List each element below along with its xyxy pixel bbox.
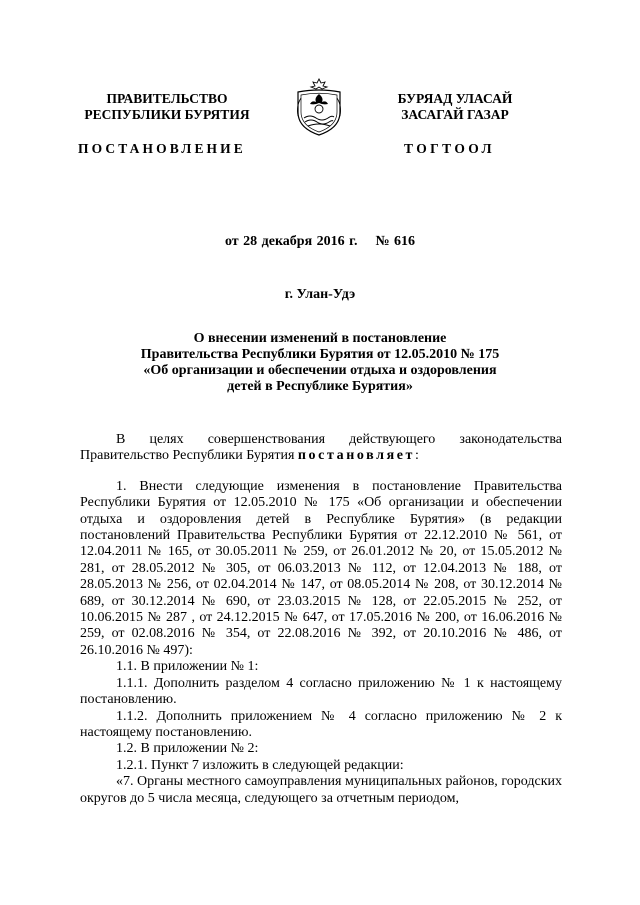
paragraph-1-1: 1.1. В приложении № 1: <box>116 659 259 675</box>
doc-city: г. Улан-Удэ <box>284 287 356 302</box>
doc-body <box>80 432 562 807</box>
paragraph-7: «7. Органы местного самоуправления муниципальных районов, городских округов до 5 числа месяца, следующего за отчетным периодом, <box>80 774 562 806</box>
intro-text: В целях совершенствования действующего законодательства Правительство Республики Бурятия <box>80 432 562 464</box>
paragraph-1-2-1: 1.2.1. Пункт 7 изложить в следующей редакции: <box>116 757 404 773</box>
paragraph-1-1-1: 1.1.1. Дополнить разделом 4 согласно приложению № 1 к настоящему постановлению. <box>80 675 562 708</box>
date-number-line <box>0 234 640 250</box>
title-line: «Об организации и обеспечении отдыха и оздоровления <box>143 363 497 378</box>
doc-kind-bua: ТОГТООЛ <box>404 141 495 156</box>
issuer-ru-line1: ПРАВИТЕЛЬСТВО <box>106 91 228 106</box>
title-line: О внесении изменений в постановление <box>193 331 447 346</box>
intro-paragraph <box>80 432 562 465</box>
paragraph-1-1-2: 1.1.2. Дополнить приложением № 4 согласно приложению № 2 к настоящему постановлению. <box>80 708 562 740</box>
coat-of-arms-icon <box>292 76 346 138</box>
intro-end: : <box>415 448 419 464</box>
issuer-bua-line2: ЗАСАГАЙ ГАЗАР <box>401 107 509 122</box>
title-line: Правительства Республики Бурятия от 12.05.2010 № 175 <box>140 347 500 362</box>
doc-kind-ru: ПОСТАНОВЛЕНИЕ <box>78 141 246 156</box>
paragraph-1: 1. Внести следующие изменения в постановление Правительства Республики Бурятия от 12.05.2010 № 175 «Об организации и обеспечении отдыха и оздоровления детей в Республике Бурятия» (в редакции постановлений Правительства Республики Бурятия от 22.12.2010 № 561, от 12.04.2011 № 165, от 30.05.2011 № 259, от 26.01.2012 № 20, от 15.05.2012 № 281, от 28.05.2012 № 305, от 06.03.2013 № 112, от 12.04.2013 № 188, от 28.05.2013 № 256, от 02.04.2014 № 147, от 08.05.2014 № 208, от 30.12.2014 № 689, от 30.12.2014 № 690, от 23.03.2015 № 128, от 22.05.2015 № 252, от 10.06.2015 № 287 , от 24.12.2015 № 647, от 17.05.2016 № 200, от 16.06.2016 № 259, от 02.08.2016 № 354, от 22.08.2016 № 392, от 20.10.2016 № 486, от 26.10.2016 № 497): <box>80 478 562 658</box>
doc-title <box>100 331 540 395</box>
title-line: детей в Республике Бурятия» <box>227 379 413 394</box>
issuer-bua <box>386 91 524 123</box>
intro-action: постановляет <box>297 448 416 464</box>
doc-date: от 28 декабря 2016 г. <box>224 234 358 249</box>
issuer-ru-line2: РЕСПУБЛИКИ БУРЯТИЯ <box>84 107 250 122</box>
paragraph-1-2: 1.2. В приложении № 2: <box>116 741 259 757</box>
issuer-ru <box>78 91 256 123</box>
doc-number: № 616 <box>375 234 416 249</box>
issuer-bua-line1: БУРЯАД УЛАСАЙ <box>397 91 513 106</box>
